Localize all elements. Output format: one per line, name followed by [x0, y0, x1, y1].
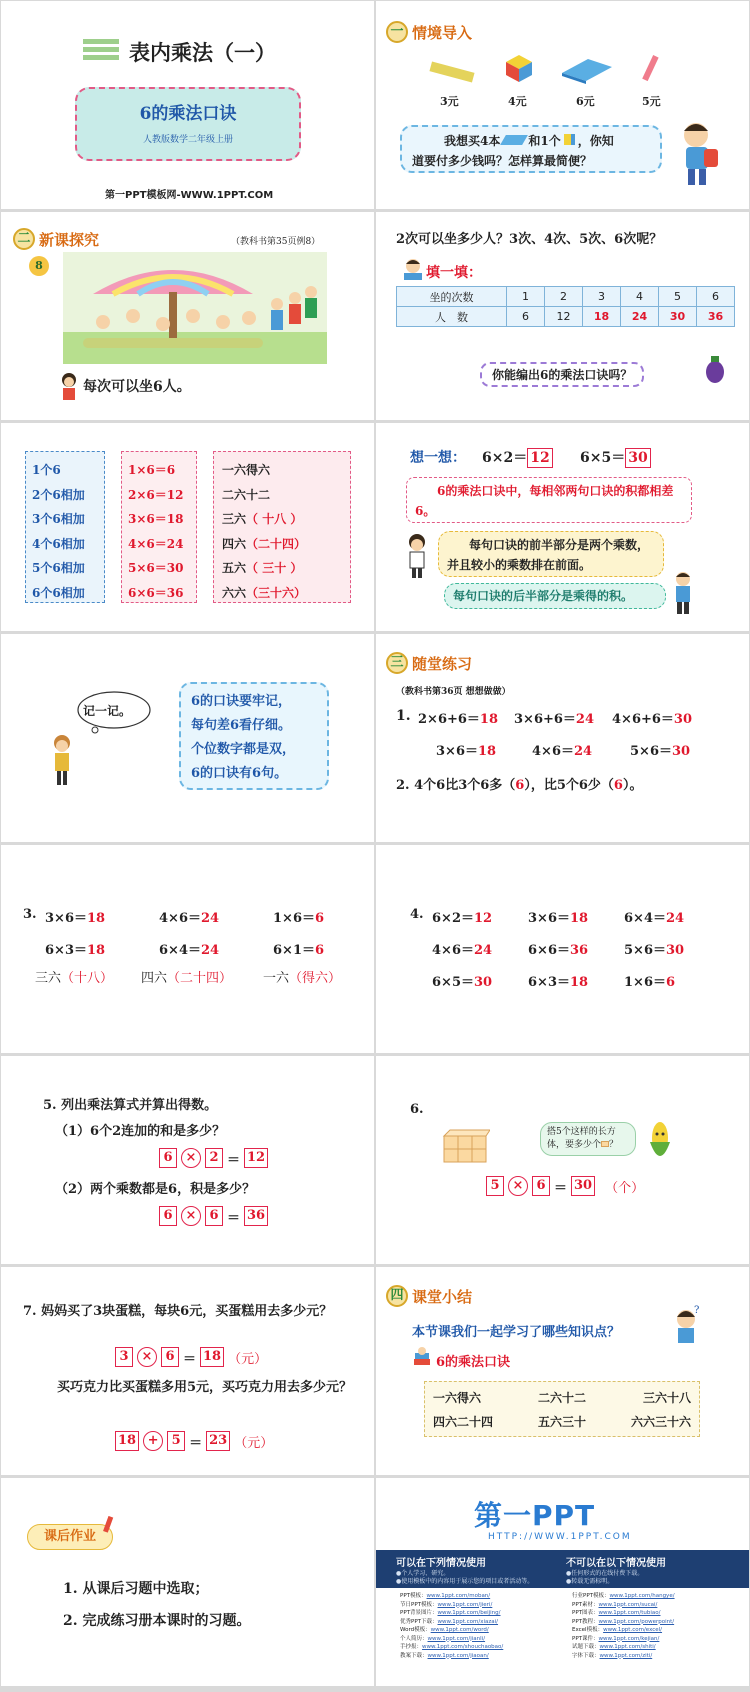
list-item: 1个6: [32, 463, 61, 477]
link-row[interactable]: PPT教程：www.1ppt.com/powerpoint/: [572, 1618, 675, 1625]
equation-1: 6 × 2 ＝ 12: [159, 1148, 268, 1168]
thinking-boy-icon: [672, 1305, 702, 1349]
exercise: 6×3＝18: [528, 975, 589, 990]
link-list-left: [400, 1592, 503, 1660]
slide-explore[interactable]: [1, 212, 374, 420]
section-title: 新课探究: [39, 230, 100, 249]
page-title: 表内乘法（一）: [129, 41, 276, 65]
slide-exercise-6[interactable]: [376, 1056, 749, 1264]
exercise: 5×6＝30: [630, 744, 691, 759]
link-row[interactable]: PPT背景图片：www.1ppt.com/beijing/: [400, 1610, 501, 1616]
link-row[interactable]: 行业PPT模板：www.1ppt.com/hangye/: [572, 1593, 675, 1599]
cannot-use-title: 不可以在以下情况使用: [566, 1558, 666, 1569]
slide-exercise-5[interactable]: [1, 1056, 374, 1264]
count-table: [396, 286, 735, 327]
list-item: 4×6＝24: [128, 536, 184, 551]
link-row[interactable]: 节日PPT模板：www.1ppt.com/jieri/: [400, 1601, 493, 1608]
table-cell: 3: [583, 287, 621, 307]
bubble-text-b: 和1个: [528, 134, 561, 148]
list-item: 六六（三十六）: [222, 585, 307, 600]
exercise: 4×6＝24: [532, 744, 593, 759]
table-cell: 30: [659, 307, 697, 327]
hint-bubble: 搭5个这样的长方体，要多少个 ？: [540, 1122, 636, 1156]
cube-icon-small: [564, 134, 575, 145]
can-use-1: ●个人学习、研究。: [396, 1570, 450, 1577]
table-cell: 6: [507, 307, 545, 327]
topic: 6的乘法口诀: [436, 1355, 511, 1370]
list-item: 5个6相加: [32, 561, 85, 575]
link-row[interactable]: PPT课件：www.1ppt.com/kejian/: [572, 1635, 660, 1642]
part-1: （1）6个2连加的和是多少？: [55, 1124, 226, 1139]
table-cell: 5: [659, 287, 697, 307]
section-number: 一: [386, 21, 408, 43]
question: 5. 列出乘法算式并算出得数。: [43, 1098, 218, 1113]
exercise: 6×5＝30: [432, 975, 493, 990]
link-row[interactable]: PPT图表：www.1ppt.com/tubiao/: [572, 1610, 661, 1616]
group-list: [25, 451, 105, 603]
exercise: 3×6+6＝24: [514, 712, 595, 727]
rhyme-row: 一六得六 二六十二 三六十八: [433, 1391, 691, 1405]
exercise: 5×6＝30: [624, 943, 685, 958]
slide-fill-table[interactable]: [376, 212, 749, 420]
rhyme: 一六（得六）: [263, 971, 342, 986]
price-book: 6元: [576, 95, 595, 108]
price-ruler: 3元: [440, 95, 459, 108]
rhyme-row: 四六二十四 五六三十 六六三十六: [433, 1415, 691, 1429]
link-row[interactable]: 教案下载：www.1ppt.com/jiaoan/: [400, 1652, 489, 1659]
list-item: 6个6相加: [32, 585, 85, 600]
question: 2次可以坐多少人？3次、4次、5次、6次呢？: [396, 232, 663, 247]
can-use-2: ●使用模板中的内容用于展示您的项目或者活动等。: [396, 1578, 534, 1585]
exercise: 6×1＝6: [273, 943, 325, 958]
section-title: 课堂小结: [412, 1287, 473, 1306]
caption: 每次可以坐6人。: [83, 379, 191, 395]
site-credit[interactable]: 第一PPT模板网-WWW.1PPT.COM: [105, 190, 274, 201]
slide-rhymes[interactable]: [1, 423, 374, 631]
equation-2: 6×5＝ 30: [580, 447, 651, 468]
writing-boy-icon: [402, 258, 424, 284]
corn-character-icon: [646, 1118, 674, 1172]
exercise: 1×6＝6: [273, 911, 325, 926]
question-label: 3.: [23, 907, 37, 922]
exercise: 4×6＝24: [432, 943, 493, 958]
note-bubble-1: 每句口诀的前半部分是两个乘数，并且较小的乘数排在前面。: [438, 531, 664, 577]
slide-title[interactable]: [1, 1, 374, 209]
table-cell: 24: [621, 307, 659, 327]
prompt-bubble: 你能编出6的乘法口诀吗？: [480, 362, 644, 387]
cuboid-icon: [442, 1128, 490, 1168]
cannot-use-2: ●转载无需标明。: [566, 1578, 614, 1585]
table-cell: 18: [583, 307, 621, 327]
pencil-icon: [99, 1516, 115, 1540]
section-number: 二: [13, 228, 35, 250]
poem-line: 6的口诀要牢记，: [191, 694, 292, 709]
slide-practice[interactable]: [376, 634, 749, 842]
list-item: 1×6＝6: [128, 463, 176, 477]
exercise: 6×3＝18: [45, 943, 106, 958]
homework-title: 课后作业: [43, 1529, 96, 1544]
rhyme: 四六（二十四）: [141, 971, 233, 986]
subtitle: 6的乘法口诀: [139, 104, 237, 124]
bubble-text-d: 道要付多少钱吗？怎样算最简便？: [412, 154, 593, 168]
ruler-icon: [428, 61, 476, 87]
poem-line: 每句差6看仔细。: [191, 718, 292, 733]
list-item: 3×6＝18: [128, 512, 184, 526]
list-item: 5×6＝30: [128, 561, 184, 575]
slide-credits[interactable]: [376, 1478, 749, 1686]
section-header: [386, 21, 472, 43]
list-item: 2×6＝12: [128, 487, 184, 502]
link-row[interactable]: Word模板：www.1ppt.com/word/: [400, 1627, 489, 1633]
boy-icon: [672, 571, 694, 619]
bubble-text-c: ，你知: [577, 134, 614, 148]
textbook-reference: （教科书第35页例8）: [231, 237, 321, 247]
row-label: 坐的次数: [397, 287, 507, 307]
table-row: [397, 287, 735, 307]
link-row[interactable]: PPT模板：www.1ppt.com/moban/: [400, 1593, 491, 1599]
exercise: 6×2＝12: [432, 911, 493, 926]
list-item: 6×6＝36: [128, 585, 184, 600]
row-label: 人 数: [397, 307, 507, 327]
logo: 第一PPT: [474, 1499, 596, 1532]
logo-url[interactable]: HTTP://WWW.1PPT.COM: [488, 1532, 632, 1542]
eggplant-icon: [702, 354, 728, 388]
part-2: （2）两个乘数都是6，积是多少？: [55, 1182, 256, 1197]
equation: 5 × 6 ＝ 30 （个）: [486, 1176, 644, 1196]
exercise: 3×6＝18: [436, 744, 497, 759]
homework-item: 1. 从课后习题中选取；: [63, 1581, 209, 1597]
list-item: 四六（二十四）: [222, 536, 307, 551]
link-row[interactable]: 手抄报：www.1ppt.com/shouchaobao/: [400, 1644, 504, 1650]
list-item: 2个6相加: [32, 487, 85, 502]
list-item: 一六得六: [222, 463, 271, 477]
equation-1: 6×2＝ 12: [482, 447, 553, 468]
link-row[interactable]: Excel模板：www.1ppt.com/excel/: [572, 1627, 663, 1633]
slide-summary[interactable]: [376, 1267, 749, 1475]
textbook-reference: （教科书第36页 想想做做）: [396, 687, 511, 697]
exercise: 6×4＝24: [624, 911, 685, 926]
rule-note: 6的乘法口诀中，每相邻两句口诀的积都相差6。: [406, 477, 692, 523]
bubble-text-a: 我想买4本: [444, 134, 501, 148]
table-cell: 36: [697, 307, 735, 327]
section-number: 三: [386, 652, 408, 674]
boy-character-icon: [668, 119, 728, 193]
poem-line: 个位数字都是双，: [191, 742, 296, 757]
exercise: 2×6+6＝18: [418, 712, 499, 727]
exercise: 6×4＝24: [159, 943, 220, 958]
svg-text:?: ?: [694, 1305, 700, 1316]
rhyme-list: [213, 451, 351, 603]
section-header: [13, 228, 99, 250]
question-label: 6.: [410, 1102, 424, 1117]
summary-question: 本节课我们一起学习了哪些知识点？: [412, 1325, 621, 1340]
exercise: 4×6＝24: [159, 911, 220, 926]
can-use-title: 可以在下列情况使用: [396, 1558, 486, 1569]
question-2: 买巧克力比买蛋糕多用5元，买巧克力用去多少元？: [57, 1380, 353, 1395]
subtitle-box: [75, 87, 301, 161]
fill-label: 填一填：: [426, 265, 482, 281]
table-cell: 6: [697, 287, 735, 307]
cloud-text: 记一记。: [83, 704, 132, 718]
rhymes-box: [424, 1381, 700, 1437]
rubiks-cube-icon: [504, 53, 534, 87]
poem-line: 6的口诀有6句。: [191, 766, 288, 781]
slide-homework[interactable]: [1, 1478, 374, 1686]
equation-2: 6 × 6 ＝ 36: [159, 1206, 268, 1226]
book-stack-icon: [412, 1347, 432, 1371]
link-row[interactable]: 优秀PPT下载：www.1ppt.com/xiazai/: [400, 1618, 499, 1625]
exercise: 3×6＝18: [528, 911, 589, 926]
think-label: 想一想：: [410, 450, 466, 466]
equation-2: 18 + 5 ＝ 23 （元）: [115, 1431, 273, 1451]
exercise: 6×6＝36: [528, 943, 589, 958]
girl-icon: [49, 734, 75, 792]
table-cell: 2: [545, 287, 583, 307]
slide-memorize[interactable]: [1, 634, 374, 842]
thought-cloud: [75, 690, 153, 734]
section-title: 随堂练习: [412, 654, 473, 673]
pen-icon: [638, 53, 662, 89]
link-list-right: [572, 1592, 675, 1660]
table-cell: 1: [507, 287, 545, 307]
slide-exercise-4[interactable]: [376, 845, 749, 1053]
exercise: 1×6＝6: [624, 975, 676, 990]
table-cell: 4: [621, 287, 659, 307]
homework-item: 2. 完成练习册本课时的习题。: [63, 1613, 251, 1629]
equation-list: [121, 451, 197, 603]
exercise: 3×6＝18: [45, 911, 106, 926]
list-item: 五六（ 三十 ）: [222, 561, 303, 575]
question-1-label: 1.: [396, 708, 411, 724]
note-bubble-2: 每句口诀的后半部分是乘得的积。: [444, 583, 666, 609]
question-bubble: [400, 125, 662, 173]
rhyme: 三六（十八）: [35, 971, 114, 986]
link-row[interactable]: 个人简历：www.1ppt.com/jianli/: [400, 1635, 486, 1642]
slide-exercise-7[interactable]: [1, 1267, 374, 1475]
example-badge: 8: [29, 256, 49, 276]
poem-box: [179, 682, 329, 790]
girl-icon: [404, 533, 430, 583]
link-row[interactable]: 字体下载：www.1ppt.com/ziti/: [572, 1652, 653, 1659]
section-header: [386, 652, 472, 674]
price-cube: 4元: [508, 95, 527, 108]
table-cell: 12: [545, 307, 583, 327]
list-item: 二六十二: [222, 487, 271, 502]
stack-books-icon: [83, 39, 119, 63]
slide-intro[interactable]: [376, 1, 749, 209]
equation-1: 3 × 6 ＝ 18 （元）: [115, 1347, 267, 1367]
question-2: 2. 4个6比3个6多（6），比5个6少（6）。: [396, 778, 643, 793]
cannot-use-1: ●任何形式的在线付费下载。: [566, 1570, 644, 1577]
list-item: 3个6相加: [32, 512, 85, 526]
cube-icon-small: [601, 1141, 609, 1147]
slide-exercise-3[interactable]: [1, 845, 374, 1053]
exercise: 4×6+6＝30: [612, 712, 693, 727]
section-number: 四: [386, 1285, 408, 1307]
question-label: 4.: [410, 907, 424, 922]
question-1: 7. 妈妈买了3块蛋糕，每块6元，买蛋糕用去多少元？: [23, 1304, 333, 1319]
section-header: [386, 1285, 472, 1307]
book-icon: [558, 55, 614, 89]
slide-think[interactable]: [376, 423, 749, 631]
edition: 人教版数学二年级上册: [142, 135, 233, 145]
carousel-illustration: [63, 252, 327, 364]
girl-icon: [59, 372, 79, 404]
list-item: 4个6相加: [32, 536, 85, 551]
usage-band: [376, 1550, 749, 1588]
price-pen: 5元: [642, 95, 661, 108]
link-row[interactable]: PPT素材：www.1ppt.com/sucai/: [572, 1601, 658, 1608]
table-row: [397, 307, 735, 327]
book-icon-small: [500, 135, 528, 145]
section-title: 情境导入: [412, 23, 473, 42]
list-item: 三六（ 十八 ）: [222, 512, 303, 526]
link-row[interactable]: 试题下载：www.1ppt.com/shiti/: [572, 1644, 656, 1650]
